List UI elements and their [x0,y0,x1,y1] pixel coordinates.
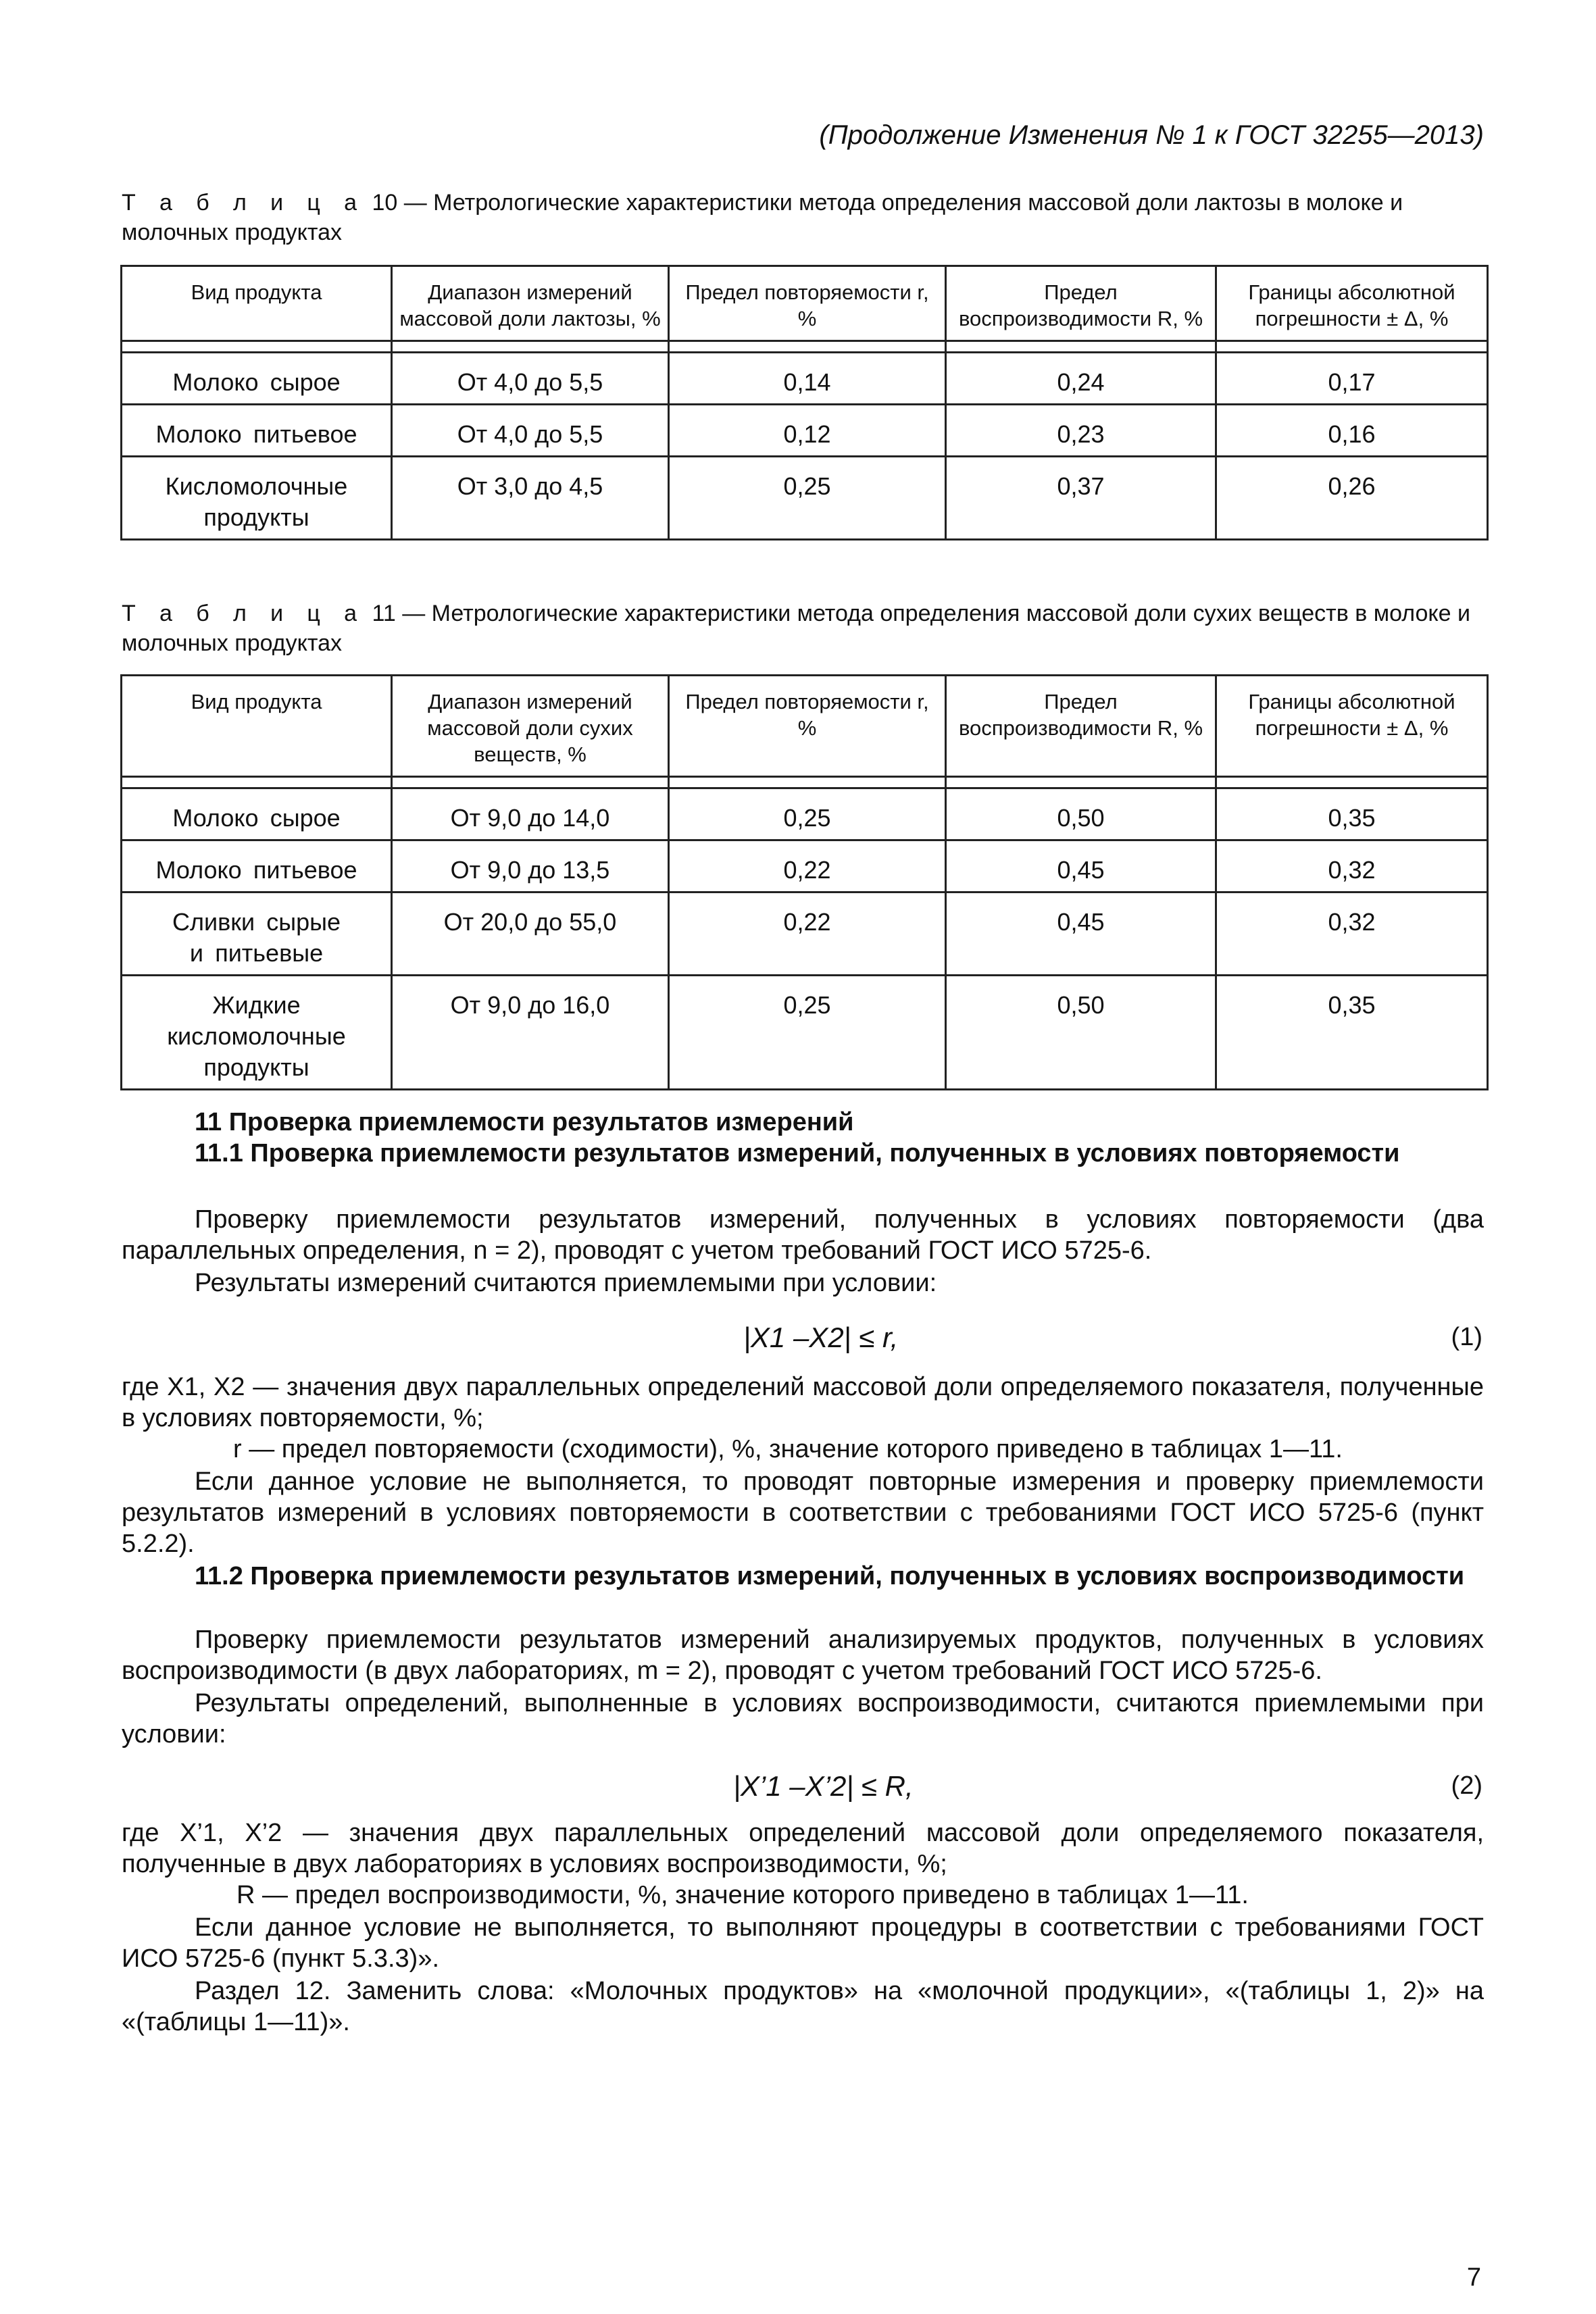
table11-header-row [122,676,1488,777]
table10-col-reproducibility: Предел воспроизводимости R, % [946,266,1216,341]
table-cell: От 3,0 до 4,5 [392,457,669,540]
table-cell: 0,22 [669,840,946,892]
table-cell: 0,24 [946,353,1216,405]
table11-caption-text: 11 — Метрологические характеристики метода определения массовой доли сухих веществ в молоке и молочных продуктах [122,601,1470,656]
table-cell: 0,25 [669,457,946,540]
table-cell: От 9,0 до 14,0 [392,788,669,840]
table-cell: 0,35 [1216,788,1488,840]
section11-1-para1: Проверку приемлемости результатов измерений, полученных в условиях повторяемости (два параллельных определения, n = 2), проводят с учетом требований ГОСТ ИСО 5725-6. [122,1205,1484,1265]
table10-header-row [122,266,1488,341]
section12-note: Раздел 12. Заменить слова: «Молочных продуктов» на «молочной продукции», «(таблицы 1, 2)» на «(таблицы 1—11)». [122,1977,1484,2036]
formula-1-where-b: r — предел повторяемости (сходимости), %, значение которого приведено в таблицах 1—11. [233,1435,1343,1463]
table10-label: Т а б л и ц а [122,190,366,216]
table11-col-repeatability: Предел повторяемости r, % [669,676,946,777]
table-cell: 0,37 [946,457,1216,540]
page-number: 7 [1466,2263,1481,2292]
table-cell: 0,25 [669,976,946,1090]
table10-col-product: Вид продукта [122,266,392,341]
table10 [120,265,1489,540]
table-cell: 0,17 [1216,353,1488,405]
formula-1: |X1 –X2| ≤ r, [743,1322,899,1353]
table11-label: Т а б л и ц а [122,601,366,626]
table-cell: Молоко питьевое [122,840,392,892]
table-cell: 0,12 [669,405,946,457]
table-cell: От 4,0 до 5,5 [392,405,669,457]
table10-col-error: Границы абсолютной погрешности ± Δ, % [1216,266,1488,341]
table-cell: От 9,0 до 13,5 [392,840,669,892]
table-row [122,353,1488,405]
table-cell: 0,22 [669,892,946,976]
table-cell: 0,26 [1216,457,1488,540]
section11-2-para2: Результаты определений, выполненные в условиях воспроизводимости, считаются приемлемыми при условии: [122,1689,1484,1749]
table-cell: Молоко питьевое [122,405,392,457]
table-cell: 0,14 [669,353,946,405]
table-cell: От 4,0 до 5,5 [392,353,669,405]
table-row [122,788,1488,840]
table-row [122,457,1488,540]
table-row [122,892,1488,976]
table-cell: 0,25 [669,788,946,840]
table-cell: 0,32 [1216,840,1488,892]
table-cell: 0,50 [946,788,1216,840]
table10-col-repeatability: Предел повторяемости r, % [669,266,946,341]
section11-1-para2: Результаты измерений считаются приемлемыми при условии: [195,1269,937,1297]
formula-2: |X’1 –X’2| ≤ R, [733,1770,914,1802]
table11 [120,674,1489,1090]
table-cell: Молоко сырое [122,353,392,405]
table-cell: 0,45 [946,840,1216,892]
table-cell: Кисломолочные продукты [122,457,392,540]
section11-2-para1: Проверку приемлемости результатов измерений анализируемых продуктов, полученных в условиях воспроизводимости (в двух лабораториях, m = 2), проводят с учетом требований ГОСТ ИСО 5725-6. [122,1626,1484,1685]
table-cell: 0,16 [1216,405,1488,457]
table-row [122,405,1488,457]
table10-col-range: Диапазон измерений массовой доли лактозы, % [392,266,669,341]
table11-col-product: Вид продукта [122,676,392,777]
formula-1-where-a: где X1, X2 — значения двух параллельных определений массовой доли определяемого показателя, полученные в условиях повторяемости, %; [122,1373,1484,1432]
table-cell: 0,23 [946,405,1216,457]
continuation-note: (Продолжение Изменения № 1 к ГОСТ 32255—2013) [819,120,1484,150]
section11-2-para3: Если данное условие не выполняется, то выполняют процедуры в соответствии с требованиями ГОСТ ИСО 5725-6 (пункт 5.3.3)». [122,1913,1484,1973]
table11-caption [122,599,1484,658]
table-cell: 0,45 [946,892,1216,976]
table-cell: Жидкие кисломолочные продукты [122,976,392,1090]
table-cell: Сливки сырые и питьевые [122,892,392,976]
table-cell: Молоко сырое [122,788,392,840]
formula-2-where-b: R — предел воспроизводимости, %, значение которого приведено в таблицах 1—11. [236,1881,1249,1909]
table-cell: 0,35 [1216,976,1488,1090]
table-cell: От 20,0 до 55,0 [392,892,669,976]
table10-caption [122,188,1484,247]
section11-1-title: 11.1 Проверка приемлемости результатов измерений, полученных в условиях повторяемости [195,1139,1400,1167]
section11-1-para3: Если данное условие не выполняется, то проводят повторные измерения и проверку приемлемости результатов измерений в условиях повторяемости в соответствии с требованиями ГОСТ ИСО 5725-6 (пункт 5.2.2). [122,1467,1484,1558]
table10-caption-text: 10 — Метрологические характеристики метода определения массовой доли лактозы в молоке и молочных продуктах [122,190,1403,245]
formula-2-number: (2) [1451,1771,1482,1800]
formula-2-where-a: где X’1, X’2 — значения двух параллельных определений массовой доли определяемого показателя, полученные в двух лабораториях в условиях воспроизводимости, %; [122,1819,1484,1878]
table11-col-error: Границы абсолютной погрешности ± Δ, % [1216,676,1488,777]
table-cell: От 9,0 до 16,0 [392,976,669,1090]
table11-col-reproducibility: Предел воспроизводимости R, % [946,676,1216,777]
table-row [122,976,1488,1090]
table-row [122,840,1488,892]
section11-2-title: 11.2 Проверка приемлемости результатов измерений, полученных в условиях воспроизводимости [195,1562,1465,1590]
table-cell: 0,50 [946,976,1216,1090]
table-cell: 0,32 [1216,892,1488,976]
table11-col-range: Диапазон измерений массовой доли сухих веществ, % [392,676,669,777]
section11-title: 11 Проверка приемлемости результатов измерений [195,1108,854,1136]
formula-1-number: (1) [1451,1323,1482,1351]
